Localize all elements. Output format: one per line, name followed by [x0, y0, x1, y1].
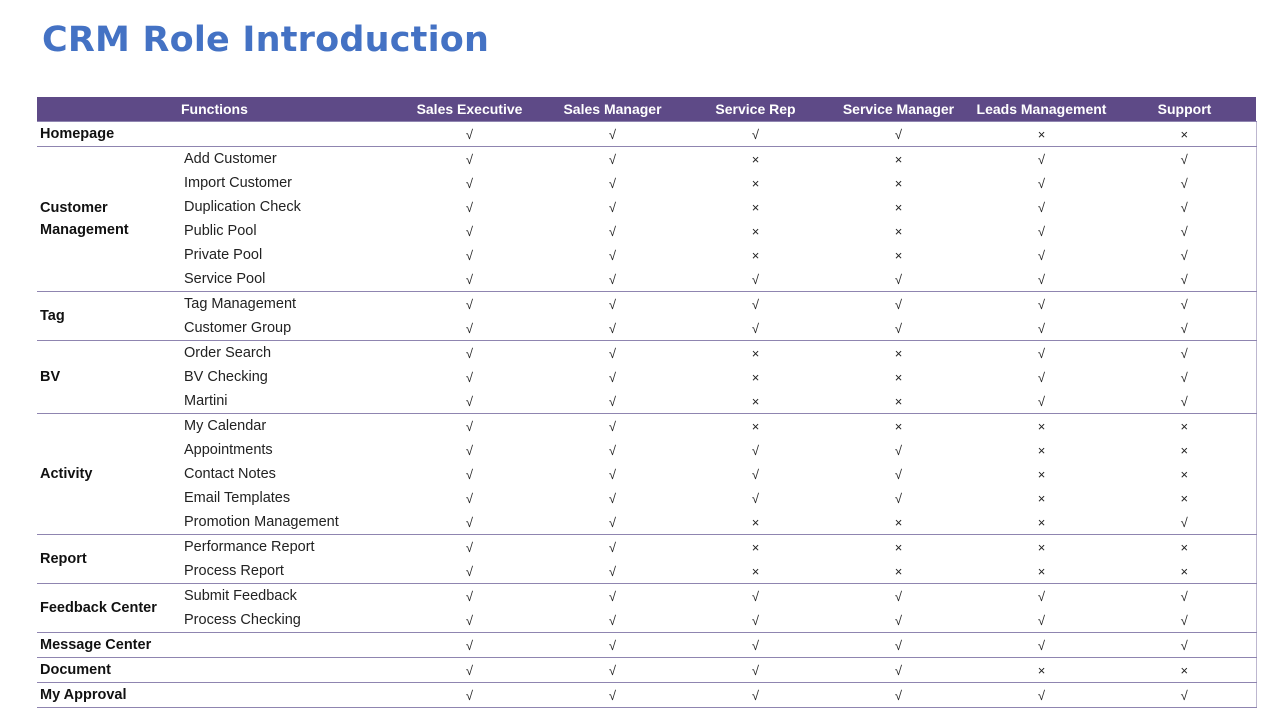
- check-mark-icon: √: [751, 442, 760, 458]
- function-cell: Customer Group: [184, 320, 292, 336]
- check-mark-icon: √: [894, 466, 903, 482]
- function-cell: Process Report: [184, 563, 284, 579]
- table-row: [37, 584, 1256, 609]
- function-cell: [181, 633, 398, 658]
- function-cell: Import Customer: [184, 175, 292, 191]
- function-cell: Contact Notes: [184, 466, 276, 482]
- check-mark-icon: √: [465, 563, 474, 579]
- cross-mark-icon: ×: [751, 199, 760, 215]
- check-mark-icon: √: [608, 199, 617, 215]
- check-mark-icon: √: [1180, 271, 1188, 287]
- table-row: [37, 365, 1256, 389]
- check-mark-icon: √: [894, 490, 903, 506]
- table-row: [37, 535, 1256, 560]
- cross-mark-icon: ×: [751, 223, 760, 239]
- cross-mark-icon: ×: [751, 369, 760, 385]
- cross-mark-icon: ×: [894, 514, 903, 530]
- check-mark-icon: √: [827, 658, 970, 683]
- function-cell: Service Pool: [184, 271, 266, 287]
- cross-mark-icon: ×: [684, 414, 827, 439]
- cross-mark-icon: ×: [894, 199, 903, 215]
- category-cell: Homepage: [37, 122, 181, 147]
- check-mark-icon: √: [608, 175, 617, 191]
- check-mark-icon: √: [1113, 633, 1256, 658]
- check-mark-icon: √: [398, 292, 541, 317]
- header-service-manager: Service Manager: [827, 97, 970, 122]
- check-mark-icon: √: [1037, 393, 1046, 409]
- table-row: [37, 219, 1256, 243]
- table-row: [37, 122, 1256, 147]
- check-mark-icon: √: [465, 369, 474, 385]
- function-cell: Promotion Management: [184, 514, 339, 530]
- category-cell: Report: [37, 535, 181, 584]
- table-row: [37, 608, 1256, 633]
- check-mark-icon: √: [1180, 369, 1188, 385]
- cross-mark-icon: ×: [684, 535, 827, 560]
- check-mark-icon: √: [608, 393, 617, 409]
- cross-mark-icon: ×: [751, 514, 760, 530]
- cross-mark-icon: ×: [751, 247, 760, 263]
- check-mark-icon: √: [1037, 247, 1046, 263]
- check-mark-icon: √: [541, 292, 684, 317]
- check-mark-icon: √: [541, 584, 684, 609]
- table-row: [37, 683, 1256, 708]
- check-mark-icon: √: [970, 633, 1113, 658]
- check-mark-icon: √: [541, 414, 684, 439]
- table-row: [37, 414, 1256, 439]
- check-mark-icon: √: [684, 292, 827, 317]
- table-row: [37, 243, 1256, 267]
- cross-mark-icon: ×: [827, 535, 970, 560]
- category-cell: Document: [37, 658, 181, 683]
- function-cell: Appointments: [184, 442, 273, 458]
- cross-mark-icon: ×: [1113, 122, 1256, 147]
- check-mark-icon: √: [398, 341, 541, 366]
- check-mark-icon: √: [398, 658, 541, 683]
- function-cell: Order Search: [181, 341, 398, 366]
- check-mark-icon: √: [541, 683, 684, 708]
- header-service-rep: Service Rep: [684, 97, 827, 122]
- cross-mark-icon: ×: [894, 369, 903, 385]
- cross-mark-icon: ×: [894, 393, 903, 409]
- function-cell: Tag Management: [181, 292, 398, 317]
- page-title: CRM Role Introduction: [42, 20, 490, 60]
- role-permission-table: [37, 97, 1257, 708]
- check-mark-icon: √: [1113, 341, 1256, 366]
- check-mark-icon: √: [684, 584, 827, 609]
- check-mark-icon: √: [827, 584, 970, 609]
- cross-mark-icon: ×: [1037, 442, 1046, 458]
- cross-mark-icon: ×: [1180, 442, 1189, 458]
- check-mark-icon: √: [751, 271, 760, 287]
- cross-mark-icon: ×: [1037, 514, 1046, 530]
- function-cell: BV Checking: [184, 369, 268, 385]
- header-sales-executive: Sales Executive: [398, 97, 541, 122]
- check-mark-icon: √: [608, 514, 617, 530]
- cross-mark-icon: ×: [894, 223, 903, 239]
- header-category: [37, 97, 181, 122]
- check-mark-icon: √: [1180, 320, 1188, 336]
- cross-mark-icon: ×: [970, 122, 1113, 147]
- table-row: [37, 267, 1256, 292]
- check-mark-icon: √: [684, 122, 827, 147]
- check-mark-icon: √: [751, 466, 760, 482]
- header-functions: Functions: [181, 97, 398, 122]
- check-mark-icon: √: [894, 320, 903, 336]
- check-mark-icon: √: [684, 683, 827, 708]
- cross-mark-icon: ×: [970, 414, 1113, 439]
- check-mark-icon: √: [684, 658, 827, 683]
- check-mark-icon: √: [541, 658, 684, 683]
- cross-mark-icon: ×: [970, 535, 1113, 560]
- header-support: Support: [1113, 97, 1256, 122]
- check-mark-icon: √: [1037, 369, 1046, 385]
- cross-mark-icon: ×: [751, 563, 760, 579]
- cross-mark-icon: ×: [1180, 466, 1189, 482]
- table-row: [37, 559, 1256, 584]
- table-row: [37, 341, 1256, 366]
- category-cell: Activity: [37, 414, 181, 535]
- check-mark-icon: √: [465, 223, 474, 239]
- check-mark-icon: √: [827, 292, 970, 317]
- category-cell: Tag: [37, 292, 181, 341]
- cross-mark-icon: ×: [1180, 563, 1189, 579]
- check-mark-icon: √: [970, 147, 1113, 172]
- cross-mark-icon: ×: [827, 147, 970, 172]
- cross-mark-icon: ×: [684, 147, 827, 172]
- check-mark-icon: √: [465, 442, 474, 458]
- check-mark-icon: √: [827, 122, 970, 147]
- table-row: [37, 633, 1256, 658]
- cross-mark-icon: ×: [894, 175, 903, 191]
- function-cell: Submit Feedback: [181, 584, 398, 609]
- table-row: [37, 147, 1256, 172]
- cross-mark-icon: ×: [827, 341, 970, 366]
- check-mark-icon: √: [398, 633, 541, 658]
- table-body: [37, 122, 1256, 708]
- check-mark-icon: √: [465, 175, 474, 191]
- cross-mark-icon: ×: [827, 414, 970, 439]
- check-mark-icon: √: [1180, 514, 1188, 530]
- function-cell: Public Pool: [184, 223, 257, 239]
- table-row: [37, 462, 1256, 486]
- table-row: [37, 438, 1256, 462]
- table-row: [37, 658, 1256, 683]
- check-mark-icon: √: [608, 466, 617, 482]
- cross-mark-icon: ×: [684, 341, 827, 366]
- check-mark-icon: √: [1037, 271, 1046, 287]
- table-row: [37, 486, 1256, 510]
- cross-mark-icon: ×: [1113, 535, 1256, 560]
- check-mark-icon: √: [751, 320, 760, 336]
- check-mark-icon: √: [1037, 320, 1046, 336]
- check-mark-icon: √: [398, 414, 541, 439]
- check-mark-icon: √: [465, 612, 474, 628]
- table-row: [37, 316, 1256, 341]
- check-mark-icon: √: [398, 683, 541, 708]
- check-mark-icon: √: [1180, 199, 1188, 215]
- cross-mark-icon: ×: [894, 247, 903, 263]
- check-mark-icon: √: [398, 147, 541, 172]
- check-mark-icon: √: [970, 341, 1113, 366]
- check-mark-icon: √: [541, 633, 684, 658]
- check-mark-icon: √: [465, 490, 474, 506]
- check-mark-icon: √: [1037, 612, 1046, 628]
- cross-mark-icon: ×: [970, 658, 1113, 683]
- table-row: [37, 510, 1256, 535]
- function-cell: Email Templates: [184, 490, 291, 506]
- cross-mark-icon: ×: [751, 393, 760, 409]
- function-cell: Add Customer: [181, 147, 398, 172]
- check-mark-icon: √: [608, 612, 617, 628]
- check-mark-icon: √: [1180, 247, 1188, 263]
- check-mark-icon: √: [398, 122, 541, 147]
- check-mark-icon: √: [1037, 223, 1046, 239]
- cross-mark-icon: ×: [1180, 490, 1189, 506]
- check-mark-icon: √: [608, 442, 617, 458]
- category-cell: Message Center: [37, 633, 181, 658]
- check-mark-icon: √: [1113, 683, 1256, 708]
- check-mark-icon: √: [1180, 175, 1188, 191]
- header-leads-management: Leads Management: [970, 97, 1113, 122]
- check-mark-icon: √: [894, 612, 903, 628]
- check-mark-icon: √: [608, 563, 617, 579]
- check-mark-icon: √: [608, 247, 617, 263]
- check-mark-icon: √: [541, 535, 684, 560]
- table-row: [37, 171, 1256, 195]
- check-mark-icon: √: [970, 683, 1113, 708]
- check-mark-icon: √: [465, 247, 474, 263]
- category-cell: Customer Management: [37, 147, 181, 292]
- check-mark-icon: √: [541, 122, 684, 147]
- cross-mark-icon: ×: [1113, 658, 1256, 683]
- check-mark-icon: √: [1113, 147, 1256, 172]
- check-mark-icon: √: [1180, 393, 1188, 409]
- check-mark-icon: √: [1037, 175, 1046, 191]
- function-cell: Process Checking: [184, 612, 301, 628]
- check-mark-icon: √: [894, 271, 903, 287]
- check-mark-icon: √: [541, 147, 684, 172]
- cross-mark-icon: ×: [1037, 490, 1046, 506]
- cross-mark-icon: ×: [894, 563, 903, 579]
- check-mark-icon: √: [608, 320, 617, 336]
- function-cell: Performance Report: [181, 535, 398, 560]
- function-cell: [181, 122, 398, 147]
- check-mark-icon: √: [398, 535, 541, 560]
- table-row: [37, 195, 1256, 219]
- function-cell: [181, 683, 398, 708]
- check-mark-icon: √: [465, 466, 474, 482]
- category-cell: BV: [37, 341, 181, 414]
- check-mark-icon: √: [1113, 292, 1256, 317]
- check-mark-icon: √: [1180, 223, 1188, 239]
- category-cell: My Approval: [37, 683, 181, 708]
- function-cell: Duplication Check: [184, 199, 301, 215]
- cross-mark-icon: ×: [751, 175, 760, 191]
- check-mark-icon: √: [827, 633, 970, 658]
- cross-mark-icon: ×: [1037, 466, 1046, 482]
- check-mark-icon: √: [465, 393, 474, 409]
- cross-mark-icon: ×: [1113, 414, 1256, 439]
- header-row: [37, 97, 1256, 122]
- function-cell: Private Pool: [184, 247, 263, 263]
- check-mark-icon: √: [465, 514, 474, 530]
- check-mark-icon: √: [398, 584, 541, 609]
- check-mark-icon: √: [465, 199, 474, 215]
- check-mark-icon: √: [751, 490, 760, 506]
- check-mark-icon: √: [970, 292, 1113, 317]
- check-mark-icon: √: [894, 442, 903, 458]
- check-mark-icon: √: [465, 271, 474, 287]
- category-cell: Feedback Center: [37, 584, 181, 633]
- header-sales-manager: Sales Manager: [541, 97, 684, 122]
- function-cell: [181, 658, 398, 683]
- check-mark-icon: √: [608, 223, 617, 239]
- check-mark-icon: √: [751, 612, 760, 628]
- function-cell: My Calendar: [181, 414, 398, 439]
- check-mark-icon: √: [541, 341, 684, 366]
- check-mark-icon: √: [1113, 584, 1256, 609]
- check-mark-icon: √: [1037, 199, 1046, 215]
- check-mark-icon: √: [684, 633, 827, 658]
- check-mark-icon: √: [970, 584, 1113, 609]
- check-mark-icon: √: [608, 490, 617, 506]
- check-mark-icon: √: [608, 271, 617, 287]
- table-row: [37, 292, 1256, 317]
- check-mark-icon: √: [608, 369, 617, 385]
- check-mark-icon: √: [1180, 612, 1188, 628]
- check-mark-icon: √: [465, 320, 474, 336]
- cross-mark-icon: ×: [1037, 563, 1046, 579]
- check-mark-icon: √: [827, 683, 970, 708]
- function-cell: Martini: [184, 393, 228, 409]
- table-row: [37, 389, 1256, 414]
